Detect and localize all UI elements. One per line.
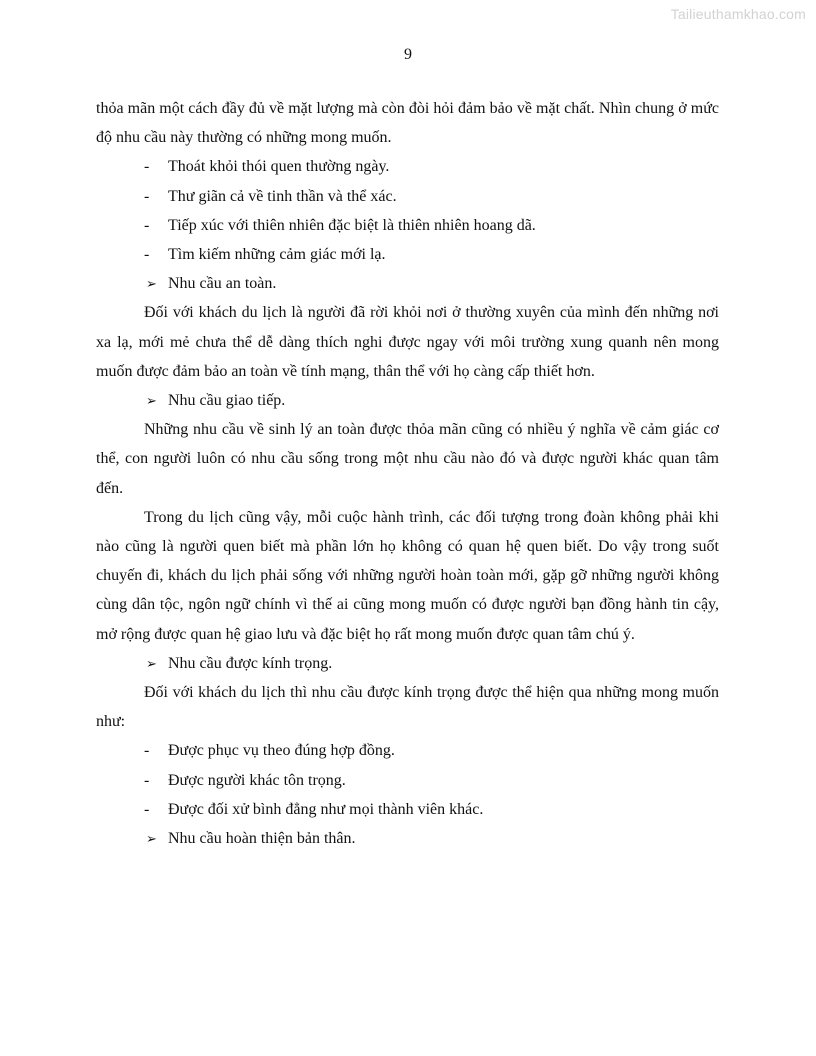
- dash-bullet-icon: -: [144, 771, 150, 789]
- paragraph: Đối với khách du lịch là người đã rời khỏi nơi ở thường xuyên của mình đến những nơi xa lạ, mới mẻ chưa thể dễ dàng thích nghi được ngay với môi trường xung quanh nên mong muốn được đảm bảo an toàn về tính mạng, thân thể với họ càng cấp thiết hơn.: [96, 304, 719, 380]
- section-heading-text: Nhu cầu an toàn.: [168, 275, 277, 293]
- dash-list-item: [96, 766, 719, 795]
- dash-bullet-icon: -: [144, 742, 150, 760]
- watermark: Tailieuthamkhao.com: [670, 6, 806, 22]
- dash-list-item: [96, 211, 719, 240]
- arrow-bullet-icon: ➢: [146, 832, 157, 848]
- paragraph: Đối với khách du lịch thì nhu cầu được kính trọng được thể hiện qua những mong muốn như:: [96, 684, 719, 731]
- list-item-text: Thư giãn cả về tinh thần và thể xác.: [168, 187, 397, 205]
- paragraph: Những nhu cầu về sinh lý an toàn được thỏa mãn cũng có nhiều ý nghĩa về cảm giác cơ thể, con người luôn có nhu cầu sống trong một nhu cầu nào đó và được người khác quan tâm đến.: [96, 421, 719, 497]
- list-item-text: Tiếp xúc với thiên nhiên đặc biệt là thiên nhiên hoang dã.: [168, 216, 536, 234]
- document-body: [96, 94, 719, 853]
- section-heading-need-safety: [96, 269, 719, 298]
- list-item-text: Tìm kiếm những cảm giác mới lạ.: [168, 246, 386, 264]
- dash-list-item: [96, 182, 719, 211]
- dash-bullet-icon: -: [144, 187, 150, 205]
- dash-bullet-icon: -: [144, 158, 150, 176]
- section-heading-need-self-actualization: [96, 824, 719, 853]
- dash-bullet-icon: -: [144, 246, 150, 264]
- list-item-text: Thoát khỏi thói quen thường ngày.: [168, 158, 390, 176]
- dash-list-item: [96, 736, 719, 765]
- list-item-text: Được đối xử bình đẳng như mọi thành viên khác.: [168, 800, 484, 818]
- page-number: 9: [404, 46, 412, 63]
- paragraph: Trong du lịch cũng vậy, mỗi cuộc hành trình, các đối tượng trong đoàn không phải khi nào cũng là người quen biết mà phần lớn họ không có quan hệ quen biết. Do vậy trong suốt chuyến đi, khách du lịch phải sống với những người hoàn toàn mới, gặp gỡ những người không cùng dân tộc, ngôn ngữ chính vì thế ai cũng mong muốn có được người bạn đồng hành tin cậy, mở rộng được quan hệ giao lưu và đặc biệt họ rất mong muốn được quan tâm chú ý.: [96, 508, 719, 643]
- arrow-bullet-icon: ➢: [146, 656, 157, 672]
- dash-list-item: [96, 152, 719, 181]
- section-heading-need-communication: [96, 386, 719, 415]
- section-heading-text: Nhu cầu giao tiếp.: [168, 392, 286, 410]
- section-heading-text: Nhu cầu hoàn thiện bản thân.: [168, 830, 356, 848]
- list-item-text: Được phục vụ theo đúng hợp đồng.: [168, 742, 395, 760]
- dash-list-item: [96, 240, 719, 269]
- arrow-bullet-icon: ➢: [146, 394, 157, 410]
- dash-list-item: [96, 795, 719, 824]
- dash-bullet-icon: -: [144, 216, 150, 234]
- paragraph: thỏa mãn một cách đầy đủ về mặt lượng mà còn đòi hỏi đảm bảo về mặt chất. Nhìn chung ở mức độ nhu cầu này thường có những mong muốn.: [96, 100, 719, 147]
- list-item-text: Được người khác tôn trọng.: [168, 771, 346, 789]
- section-heading-need-respect: [96, 649, 719, 678]
- section-heading-text: Nhu cầu được kính trọng.: [168, 654, 333, 672]
- arrow-bullet-icon: ➢: [146, 277, 157, 293]
- dash-bullet-icon: -: [144, 800, 150, 818]
